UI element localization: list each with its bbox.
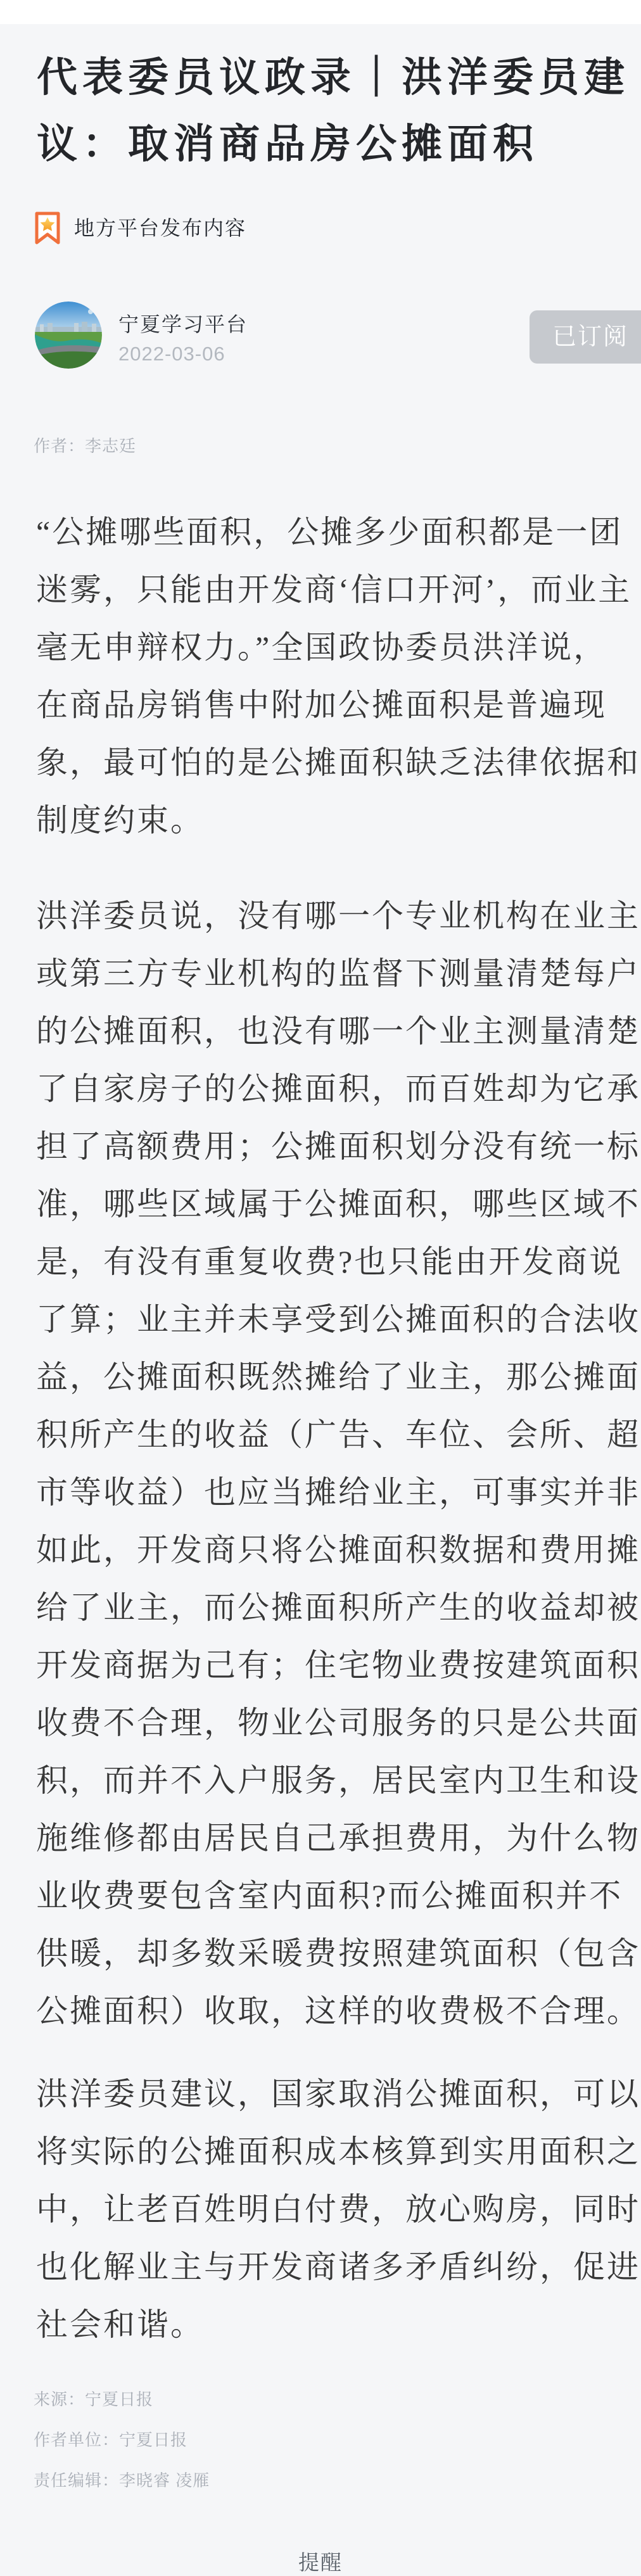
article-line: 积，而并不入户服务，居民室内卫生和设: [36, 1763, 640, 1798]
subscribed-button[interactable]: 已订阅: [530, 310, 641, 364]
article-line: 在商品房销售中附加公摊面积是普遍现: [36, 687, 607, 723]
article-line: 公摊面积）收取，这样的收费极不合理。: [36, 1993, 640, 2029]
article-line: 了算；业主并未享受到公摊面积的合法收: [36, 1302, 640, 1337]
article-line: 开发商据为己有；住宅物业费按建筑面积: [36, 1647, 640, 1683]
article-line: 市等收益）也应当摊给业主，可事实并非: [36, 1475, 640, 1510]
source-line: 来源：宁夏日报: [34, 2390, 154, 2409]
publish-date: 2022-03-06: [118, 343, 225, 365]
article-paragraph: [36, 504, 641, 849]
publisher-name[interactable]: 宁夏学习平台: [118, 313, 248, 336]
reminder-section-label: 提醒: [298, 2551, 343, 2574]
article-line: 收费不合理，物业公司服务的只是公共面: [36, 1705, 640, 1741]
badge-label: 地方平台发布内容: [74, 217, 247, 239]
page-title: [37, 44, 641, 177]
editor-line: 责任编辑：李晓睿 凌雁: [34, 2471, 210, 2490]
article-paragraph: [36, 887, 641, 2040]
bookmark-star-icon: [35, 212, 60, 244]
status-bar-strip: [0, 0, 641, 24]
article-line: 积所产生的收益（广告、车位、会所、超: [36, 1417, 640, 1452]
publisher-avatar[interactable]: [35, 301, 102, 369]
article-line: 担了高额费用；公摊面积划分没有统一标: [36, 1129, 640, 1164]
article-line: 施维修都由居民自己承担费用，为什么物: [36, 1820, 640, 1856]
article-line: 将实际的公摊面积成本核算到实用面积之: [36, 2134, 640, 2169]
page-title-line: 代表委员议政录｜洪洋委员建: [37, 55, 630, 100]
article-line: 制度约束。: [36, 803, 204, 838]
article-line: 或第三方专业机构的监督下测量清楚每户: [36, 956, 640, 991]
article-line: 业收费要包含室内面积?而公摊面积并不: [36, 1878, 623, 1913]
article-line: 洪洋委员建议，国家取消公摊面积，可以: [36, 2076, 640, 2112]
article-line: 益，公摊面积既然摊给了业主，那公摊面: [36, 1359, 640, 1395]
article-line: 是，有没有重复收费?也只能由开发商说: [36, 1244, 623, 1279]
article-line: 象，最可怕的是公摊面积缺乏法律依据和: [36, 745, 640, 780]
platform-badge: [35, 212, 246, 244]
article-line: 了自家房子的公摊面积，而百姓却为它承: [36, 1071, 640, 1107]
article-line: 迷雾，只能由开发商‘信口开河’，而业主: [36, 572, 632, 607]
article-line: 毫无申辩权力。”全国政协委员洪洋说，: [36, 630, 607, 665]
article-line: 社会和谐。: [36, 2307, 204, 2342]
article-line: 如此，开发商只将公摊面积数据和费用摊: [36, 1532, 640, 1568]
page-title-line: 议：取消商品房公摊面积: [37, 122, 538, 167]
article-line: 也化解业主与开发商诸多矛盾纠纷，促进: [36, 2249, 640, 2285]
article-line: 中，让老百姓明白付费，放心购房，同时: [36, 2192, 640, 2227]
article-line: 准，哪些区域属于公摊面积，哪些区域不: [36, 1186, 640, 1222]
article-line: 供暖，却多数采暖费按照建筑面积（包含: [36, 1936, 640, 1971]
article-line: 的公摊面积，也没有哪一个业主测量清楚: [36, 1013, 640, 1049]
article-line: “公摊哪些面积，公摊多少面积都是一团: [36, 514, 623, 550]
article-line: 给了业主，而公摊面积所产生的收益却被: [36, 1590, 640, 1625]
author-byline: 作者：李志廷: [34, 436, 137, 455]
author-unit-line: 作者单位：宁夏日报: [34, 2430, 188, 2449]
article-paragraph: [36, 2065, 641, 2354]
article-line: 洪洋委员说，没有哪一个专业机构在业主: [36, 898, 640, 934]
